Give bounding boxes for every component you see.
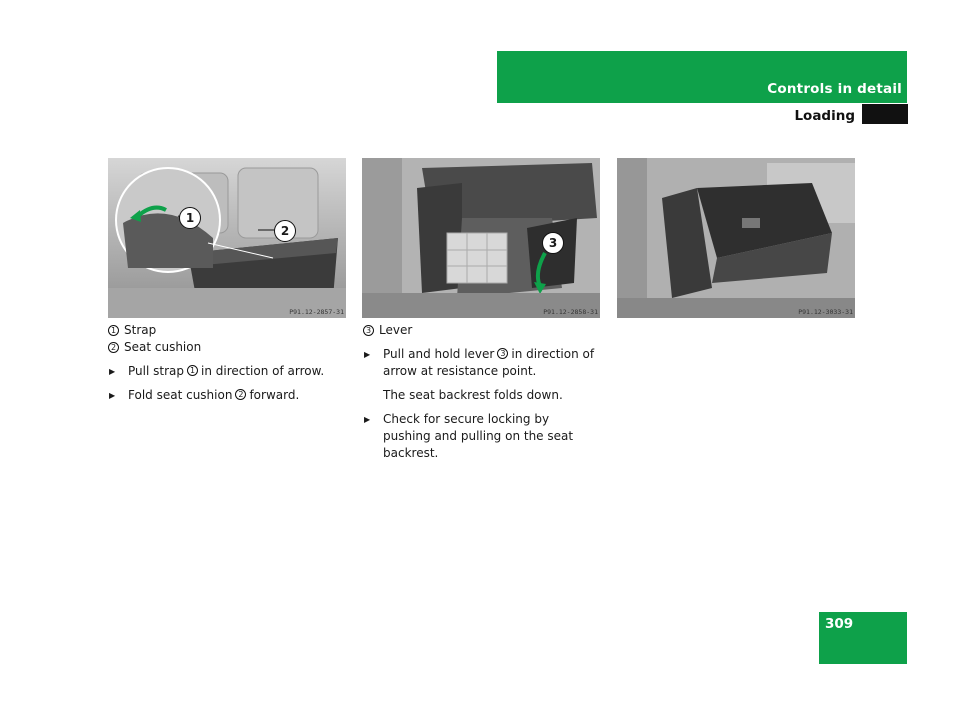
legend-label: Strap bbox=[124, 323, 157, 337]
seat-photo-2 bbox=[362, 158, 600, 318]
figure-id: P91.12-2858-31 bbox=[543, 308, 598, 316]
bullet-arrow-icon: ▶ bbox=[109, 367, 116, 376]
column-2 bbox=[363, 322, 598, 462]
step-fold-cushion: ▶ Fold seat cushion 2 forward. bbox=[109, 388, 300, 402]
bullet-arrow-icon: ▶ bbox=[364, 350, 371, 359]
number-circle: 2 bbox=[108, 342, 119, 353]
callout-2: 2 bbox=[274, 220, 296, 242]
legend-item-seat-cushion bbox=[108, 339, 348, 356]
page-number: 309 bbox=[825, 616, 854, 632]
number-circle: 1 bbox=[108, 325, 119, 336]
number-circle: 1 bbox=[187, 365, 198, 376]
number-circle: 3 bbox=[497, 348, 508, 359]
figure-strap-seat-cushion bbox=[108, 158, 346, 318]
step-pull-lever: ▶ Pull and hold lever 3 in direction of arrow at resistance point. bbox=[364, 347, 595, 378]
step-pull-strap: ▶ Pull strap 1 in direction of arrow. bbox=[109, 364, 325, 378]
subsection-title: Loading bbox=[794, 108, 855, 124]
number-circle: 3 bbox=[363, 325, 374, 336]
bullet-arrow-icon: ▶ bbox=[109, 391, 116, 400]
number-circle: 2 bbox=[235, 389, 246, 400]
section-tab-marker bbox=[862, 104, 908, 124]
legend-item-lever bbox=[363, 322, 598, 339]
legend-item-strap bbox=[108, 322, 348, 339]
section-title: Controls in detail bbox=[767, 81, 902, 97]
figure-id: P91.12-2857-31 bbox=[289, 308, 344, 316]
callout-3: 3 bbox=[542, 232, 564, 254]
figure-lever bbox=[362, 158, 600, 318]
figure-id: P91.12-3033-31 bbox=[798, 308, 853, 316]
figure-folded-seat bbox=[617, 158, 855, 318]
legend-label: Lever bbox=[379, 323, 413, 337]
seat-photo-1 bbox=[108, 158, 346, 318]
column-1 bbox=[108, 322, 348, 404]
seat-photo-3 bbox=[617, 158, 855, 318]
legend-label: Seat cushion bbox=[124, 340, 202, 354]
bullet-arrow-icon: ▶ bbox=[364, 415, 371, 424]
step-check-locking: ▶ Check for secure locking by pushing and pulling on the seat backrest. bbox=[364, 412, 574, 460]
callout-1: 1 bbox=[179, 207, 201, 229]
step-result: The seat backrest folds down. bbox=[383, 388, 563, 402]
